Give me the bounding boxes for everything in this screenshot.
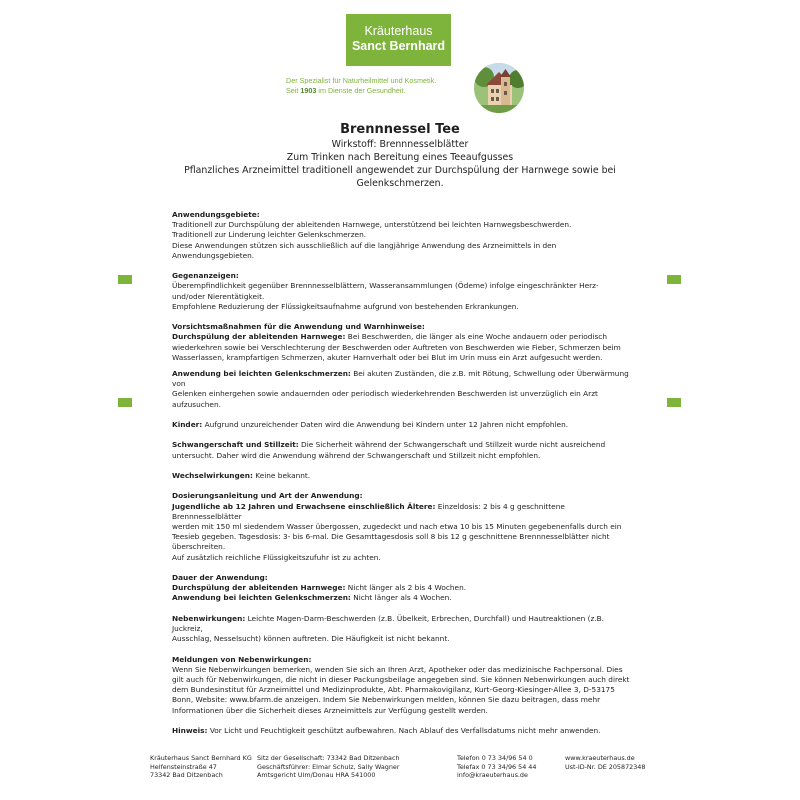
tagline-line-1: Der Spezialist für Naturheilmittel und Kosmetik. [286, 76, 437, 85]
page-title: Brennnessel Tee [340, 122, 460, 137]
brand-logo [346, 14, 451, 66]
section-line: Empfohlene Reduzierung der Flüssigkeitsaufnahme aufgrund von bestehenden Erkrankungen. [172, 301, 519, 311]
left-marker-bottom [118, 398, 132, 407]
section-line: Bonn, Website: www.bfarm.de anzeigen. Indem Sie Nebenwirkungen melden, können Sie dazu beitragen, dass mehr [172, 695, 601, 705]
section-heading: Dauer der Anwendung: [172, 573, 268, 582]
inline-label: Schwangerschaft und Stillzeit: [172, 440, 299, 450]
footer-company [150, 754, 252, 780]
tagline-line-2 [286, 86, 471, 96]
section-line: Überempfindlichkeit gegenüber Brennnesselblättern, Wasseransammlungen (Ödeme) infolge eingeschränkter Herz- [172, 281, 599, 291]
inline-text: Vor Licht und Feuchtigkeit geschützt aufbewahren. Nach Ablauf des Verfallsdatums nicht mehr anwenden. [207, 726, 601, 735]
footer-line: Helfensteinstraße 47 [150, 762, 217, 771]
section-dosierung [172, 491, 634, 562]
section-gegenanzeigen [172, 271, 634, 312]
section-line [172, 332, 634, 342]
section-line: Auf zusätzlich reichliche Flüssigkeitszufuhr ist zu achten. [172, 552, 381, 562]
section-heading: Anwendungsgebiete: [172, 210, 260, 219]
brand-tagline [286, 76, 471, 96]
footer-phone: Telefon 0 73 34/96 54 0 [457, 754, 533, 762]
logo-line-2: Sanct Bernhard [351, 39, 446, 53]
footer-line: Sitz der Gesellschaft: 73342 Bad Ditzenbach [257, 754, 400, 762]
section-line [172, 369, 634, 389]
footer-email[interactable]: info@kraeuterhaus.de [457, 771, 528, 780]
inline-text: Leichte Magen-Darm-Beschwerden (z.B. Übelkeit, Erbrechen, Durchfall) und Hautreaktionen (z.B. Juckreiz, [172, 613, 605, 633]
section-line [172, 614, 634, 634]
inline-label: Wechselwirkungen: [172, 471, 253, 480]
section-dauer [172, 573, 634, 604]
section-schwangerschaft [172, 440, 634, 460]
inline-label: Anwendung bei leichten Gelenkschmerzen: [172, 369, 351, 379]
section-anwendungsgebiete [172, 210, 634, 261]
inline-text: Einzeldosis: 2 bis 4 g geschnittene Brennnesselblätter [172, 501, 565, 521]
section-line: Informationen über die Sicherheit dieses Arzneimittels zur Verfügung gestellt werden. [172, 705, 488, 715]
section-line [172, 593, 634, 603]
inline-label: Jugendliche ab 12 Jahren und Erwachsene einschließlich Ältere: [172, 501, 436, 511]
footer-website[interactable]: www.kraeuterhaus.de [565, 754, 635, 762]
footer-line: Amtsgericht Ulm/Donau HRA 541000 [257, 771, 376, 780]
section-line [172, 502, 634, 522]
section-line: Teesieb gegeben. Tagesdosis: 3- bis 6-mal. Die Gesamttagesdosis soll 8 bis 12 g geschnittene Brennnesselblätter nicht [172, 532, 610, 542]
footer-fax: Telefax 0 73 34/96 54 44 [457, 762, 537, 771]
section-vorsicht-gelenk [172, 369, 634, 410]
section-meldungen [172, 655, 634, 716]
section-line: wiederkehren sowie bei Verschlechterung der Beschwerden oder Auftreten von Beschwerden wie Fieber, Schmerzen beim [172, 342, 621, 352]
inline-text: Nicht länger als 2 bis 4 Wochen. [345, 583, 467, 593]
section-line: Gelenken einhergehen sowie andauernden oder periodisch wiederkehrenden Beschwerden ist unverzüglich ein Arzt [172, 389, 598, 399]
footer-legal [257, 754, 400, 780]
section-line: dem Bundesinstitut für Arzneimittel und Medizinprodukte, Abt. Pharmakovigilanz, Kurt-Georg-Kiesinger-Allee 3, D-53175 [172, 685, 615, 695]
logo-line-1: Kräuterhaus [364, 24, 433, 38]
header-line-4: Gelenkschmerzen. [356, 178, 444, 189]
left-marker-top [118, 275, 132, 284]
section-heading: Dosierungsanleitung und Art der Anwendung: [172, 491, 363, 501]
footer-contact [457, 754, 536, 780]
inline-text: Die Sicherheit während der Schwangerschaft und Stillzeit wurde nicht ausreichend [298, 440, 606, 450]
footer-line: 73342 Bad Ditzenbach [150, 771, 223, 780]
section-kinder [172, 420, 634, 430]
header-line-3: Pflanzliches Arzneimittel traditionell angewendet zur Durchspülung der Harnwege sowie bei [184, 165, 616, 176]
section-nebenwirkungen [172, 614, 634, 645]
section-line: aufzusuchen. [172, 399, 221, 409]
section-heading: Vorsichtsmaßnahmen für die Anwendung und Warnhinweise: [172, 322, 425, 332]
footer-vat-id: Ust-ID-Nr. DE 205872348 [565, 762, 646, 771]
inline-text: Bei Beschwerden, die länger als eine Woche andauern oder periodisch [345, 332, 607, 342]
right-marker-bottom [667, 398, 681, 407]
leaflet-body [172, 210, 634, 746]
header-line-2: Zum Trinken nach Bereitung eines Teeaufgusses [286, 152, 514, 163]
tagline-year: 1903 [300, 86, 317, 95]
section-hinweis [172, 726, 634, 736]
inline-label: Hinweis: [172, 726, 208, 735]
footer-line: Kräuterhaus Sanct Bernhard KG [150, 754, 252, 762]
section-line: gilt auch für Nebenwirkungen, die nicht in dieser Packungsbeilage angegeben sind. Sie können Nebenwirkungen auch direkt [172, 675, 630, 684]
inline-text: Keine bekannt. [252, 471, 311, 480]
footer-line: Geschäftsführer: Elmar Schulz, Sally Wagner [257, 762, 400, 771]
inline-label: Durchspülung der ableitenden Harnwege: [172, 583, 346, 593]
inline-text: Nicht länger als 4 Wochen. [350, 593, 452, 603]
building-photo [474, 63, 524, 113]
footer-web [565, 754, 645, 771]
section-line [172, 440, 634, 450]
right-marker-top [667, 275, 681, 284]
section-line: überschreiten. [172, 542, 226, 552]
header-line-1: Wirkstoff: Brennnesselblätter [331, 139, 469, 150]
section-line: Traditionell zur Linderung leichter Gelenkschmerzen. [172, 230, 367, 240]
section-line [172, 583, 634, 593]
document-header [150, 121, 650, 190]
inline-text: Aufgrund unzureichender Daten wird die Anwendung bei Kindern unter 12 Jahren nicht empfohlen. [202, 420, 569, 430]
section-line: untersucht. Daher wird die Anwendung während der Schwangerschaft und Stillzeit nicht empfohlen. [172, 450, 541, 460]
section-line: Ausschlag, Nesselsucht) können auftreten. Die Häufigkeit ist nicht bekannt. [172, 634, 450, 644]
section-line: werden mit 150 ml siedendem Wasser übergossen, zugedeckt und nach etwa 10 bis 15 Minuten gegebenenfalls durch ein [172, 522, 622, 531]
section-line: Traditionell zur Durchspülung der ableitenden Harnwege, unterstützend bei leichten Harnwegsbeschwerden. [172, 220, 572, 230]
inline-text: Bei akuten Zuständen, die z.B. mit Rötung, Schwellung oder Überwärmung von [172, 369, 629, 389]
tagline-prefix: Seit [286, 86, 301, 95]
inline-label: Nebenwirkungen: [172, 613, 246, 623]
inline-label: Kinder: [172, 420, 203, 430]
tagline-suffix: im Dienste der Gesundheit. [316, 86, 406, 95]
section-heading: Gegenanzeigen: [172, 271, 239, 281]
section-wechselwirkungen [172, 471, 634, 481]
section-line: Diese Anwendungen stützen sich ausschließlich auf die langjährige Anwendung des Arzneimittels in den [172, 240, 557, 250]
section-vorsicht-harnwege [172, 322, 634, 363]
section-line: und/oder Nierentätigkeit. [172, 291, 265, 301]
section-line: Anwendungsgebieten. [172, 250, 255, 260]
section-line: Wasserlassen, krampfartigen Schmerzen, akuter Harnverhalt oder bei Blut im Urin muss ein Arzt aufgesucht werden. [172, 352, 603, 362]
inline-label: Durchspülung der ableitenden Harnwege: [172, 332, 346, 342]
inline-label: Anwendung bei leichten Gelenkschmerzen: [172, 593, 351, 603]
section-line: Wenn Sie Nebenwirkungen bemerken, wenden Sie sich an Ihren Arzt, Apotheker oder das medizinische Fachpersonal. Dies [172, 664, 623, 674]
section-heading: Meldungen von Nebenwirkungen: [172, 654, 312, 664]
